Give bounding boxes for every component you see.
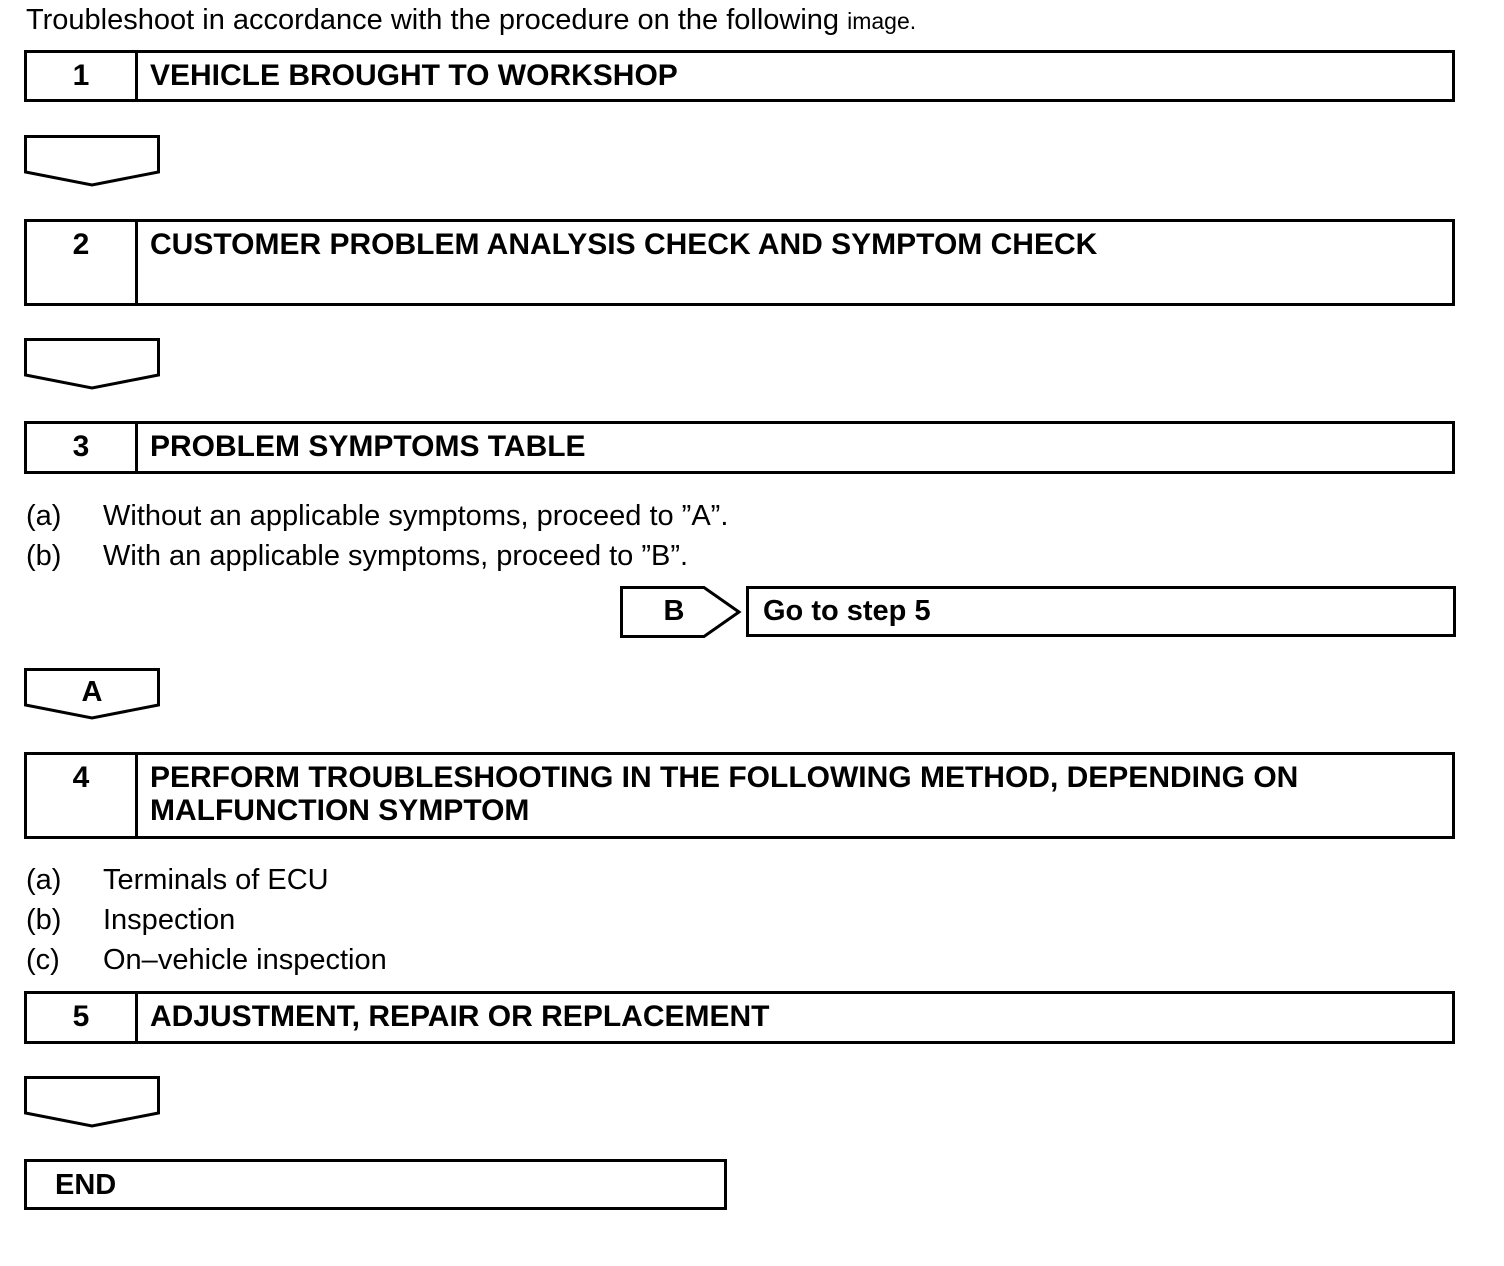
step-4-box — [24, 752, 1455, 839]
branch-a-arrow — [24, 668, 160, 720]
step-5-box — [24, 991, 1455, 1044]
step-number: 5 — [27, 994, 138, 1041]
step-title: ADJUSTMENT, REPAIR OR REPLACEMENT — [150, 1000, 770, 1033]
list-item — [26, 944, 387, 977]
branch-a-label: A — [81, 676, 103, 708]
step-title: PERFORM TROUBLESHOOTING IN THE FOLLOWING METHOD, DEPENDING ON MALFUNCTION SYMPTOM — [150, 761, 1299, 827]
step-2-box — [24, 219, 1455, 306]
flow-down-arrow-icon — [24, 1076, 160, 1128]
step-title: CUSTOMER PROBLEM ANALYSIS CHECK AND SYMPTOM CHECK — [150, 228, 1098, 261]
list-item-key: (c) — [26, 944, 60, 976]
list-item-text: On–vehicle inspection — [103, 944, 387, 976]
list-item-text: Without an applicable symptoms, proceed to ”A”. — [103, 500, 729, 532]
step-number: 2 — [27, 222, 138, 303]
intro-main: Troubleshoot in accordance with the procedure on the following — [26, 4, 840, 36]
step-3-box — [24, 421, 1455, 474]
step-number: 3 — [27, 424, 138, 471]
list-item-key: (a) — [26, 864, 62, 896]
branch-b-arrow — [620, 586, 742, 638]
end-box: END — [24, 1159, 727, 1210]
list-item — [26, 540, 688, 573]
list-item-text: With an applicable symptoms, proceed to ”B”. — [103, 540, 689, 572]
step-number: 4 — [27, 755, 138, 836]
step-title: VEHICLE BROUGHT TO WORKSHOP — [150, 59, 678, 92]
branch-b-label: B — [663, 595, 685, 627]
list-item — [26, 500, 728, 533]
list-item — [26, 904, 235, 937]
list-item-text: Terminals of ECU — [103, 864, 329, 896]
list-item-key: (a) — [26, 500, 62, 532]
intro-small: image. — [847, 8, 917, 34]
step-title: PROBLEM SYMPTOMS TABLE — [150, 430, 586, 463]
step-number: 1 — [27, 53, 138, 99]
flow-down-arrow-icon — [24, 135, 160, 187]
step-1-box — [24, 50, 1455, 102]
list-item-key: (b) — [26, 540, 62, 572]
goto-step-5-box: Go to step 5 — [746, 586, 1456, 637]
list-item-key: (b) — [26, 904, 62, 936]
list-item — [26, 864, 329, 897]
list-item-text: Inspection — [103, 904, 236, 936]
flow-down-arrow-icon — [24, 338, 160, 390]
intro-text — [26, 4, 916, 37]
